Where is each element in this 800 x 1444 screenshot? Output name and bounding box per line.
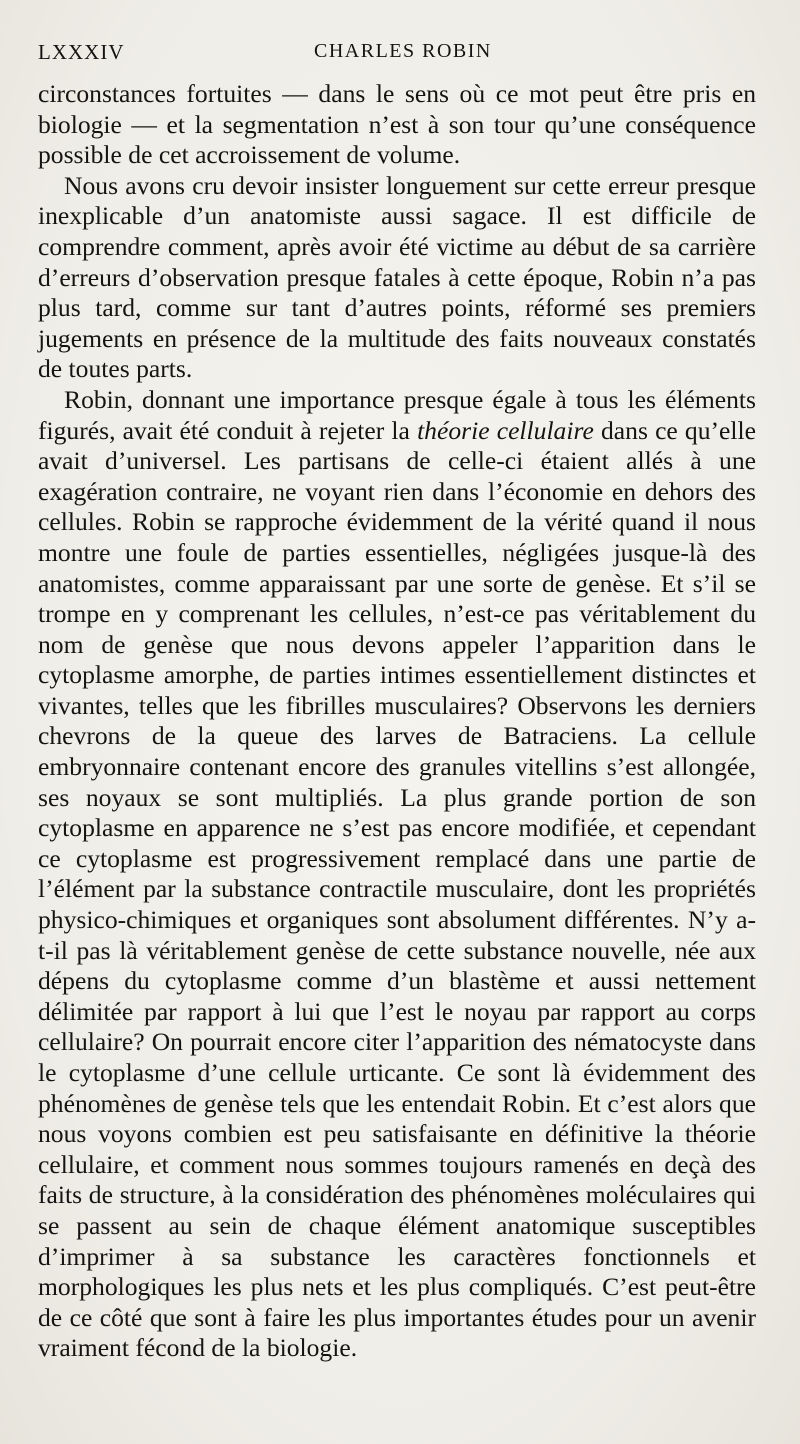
- body-text: [38, 79, 756, 1364]
- page-number: LXXXIV: [38, 40, 125, 64]
- paragraph-text-after: dans ce qu’elle avait d’universel. Les partisans de celle-ci étaient allés à une exagération contraire, ne voyant rien dans l’économie en dehors des cellules. Robin se rapproche évidemment de la vérité quand il nous montre une foule de parties essentielles, négligées jusque-là des anatomistes, comme apparaissant par une sorte de genèse. Et s’il se trompe en y comprenant les cellules, n’est-ce pas véritablement du nom de genèse que nous devons appeler l’apparition dans le cytoplasme amorphe, de parties intimes essentiellement distinctes et vivantes, telles que les fibrilles musculaires? Observons les derniers chevrons de la queue des larves de Batraciens. La cellule embryonnaire contenant encore des granules vitellins s’est allongée, ses noyaux se sont multipliés. La plus grande portion de son cytoplasme en apparence ne s’est pas encore modifiée, et cependant ce cytoplasme est progressivement remplacé dans une partie de l’élément par la substance contractile musculaire, dont les propriétés physico-chimiques et organiques sont absolument différentes. N’y a-t-il pas là véritablement genèse de cette substance nouvelle, née aux dépens du cytoplasme comme d’un blastème et aussi nettement délimitée par rapport à lui que l’est le noyau par rapport au corps cellulaire? On pourrait encore citer l’apparition des nématocyste dans le cytoplasme d’une cellule urticante. Ce sont là évidemment des phénomènes de genèse tels que les entendait Robin. Et c’est alors que nous voyons combien est peu satisfaisante en définitive la théorie cellulaire, et comment nous sommes toujours ramenés en deçà des faits de structure, à la considération des phénomènes moléculaires qui se passent au sein de chaque élément anatomique susceptibles d’imprimer à sa substance les caractères fonctionnels et morphologiques les plus nets et les plus compliqués. C’est peut-être de ce côté que sont à faire les plus importantes études pour un avenir vraiment fécond de la biologie.: [38, 415, 756, 1363]
- italic-term: théorie cellulaire: [417, 415, 594, 445]
- page-header: [38, 40, 756, 70]
- paragraph-erreur: Nous avons cru devoir insister longuement sur cette erreur presque inexplicable d’un anatomiste aussi sagace. Il est difficile de comprendre comment, après avoir été victime au début de sa carrière d’erreurs d’observation presque fatales à cette époque, Robin n’a pas plus tard, comme sur tant d’autres points, réformé ses premiers jugements en présence de la multitude des faits nouveaux constatés de toutes parts.: [38, 170, 756, 384]
- paragraph-continuation: circonstances fortuites — dans le sens où ce mot peut être pris en biologie — et la segmentation n’est à son tour qu’une conséquence possible de cet accroissement de volume.: [38, 79, 756, 170]
- paragraph-theorie-cellulaire: [38, 385, 756, 1364]
- paragraph-text-before: Robin, donnant une importance presque égale à tous les éléments figurés, avait été conduit à rejeter la: [38, 384, 756, 445]
- running-title: CHARLES ROBIN: [314, 40, 492, 62]
